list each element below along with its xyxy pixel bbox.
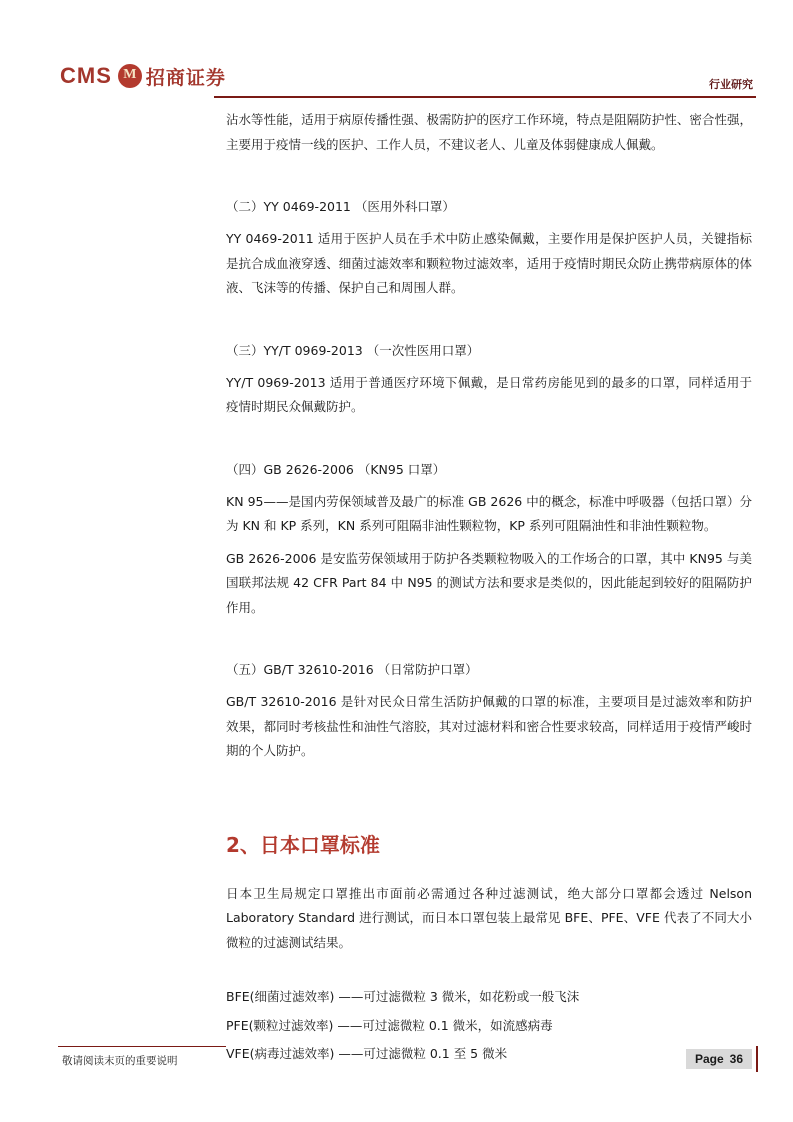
page-box-accent	[756, 1046, 758, 1072]
page-label: Page	[694, 1052, 724, 1066]
list-item-pfe: PFE(颗粒过滤效率) ——可过滤微粒 0.1 微米，如流感病毒	[226, 1017, 553, 1033]
paragraph-yy0469: YY 0469-2011 适用于医护人员在手术中防止感染佩戴，主要作用是保护医护人员，关键指标是抗合成血液穿透、细菌过滤效率和颗粒物过滤效率，适用于疫情时期民众防止携带病原体的体液、飞沫等的传播、保护自己和周围人群。	[226, 231, 752, 295]
page-body	[226, 108, 752, 1069]
disclaimer-note: 敬请阅读末页的重要说明	[62, 1055, 178, 1067]
paragraph-kn95: KN 95——是国内劳保领域普及最广的标准 GB 2626 中的概念，标准中呼吸器（包括口罩）分为 KN 和 KP 系列，KN 系列可阻隔非油性颗粒物，KP 系列可阻隔油性和非油性颗粒物。	[226, 493, 752, 533]
report-category: 行业研究	[709, 78, 753, 91]
heading-gb2626: （四）GB 2626-2006 （KN95 口罩）	[226, 461, 446, 477]
section-heading-japan: 2、日本口罩标准	[226, 832, 380, 857]
logo-seal-icon	[118, 64, 142, 88]
paragraph-gb2626: GB 2626-2006 是安监劳保领域用于防护各类颗粒物吸入的工作场合的口罩，其中 KN95 与美国联邦法规 42 CFR Part 84 中 N95 的测试方法和要求是类似的，因此能起到较好的阻隔防护作用。	[226, 550, 752, 615]
list-item-bfe: BFE(细菌过滤效率) ——可过滤微粒 3 微米，如花粉或一般飞沫	[226, 989, 580, 1004]
page-number-box	[686, 1049, 752, 1069]
logo-cms-text: CMS	[60, 63, 112, 88]
paragraph-gbt32610: GB/T 32610-2016 是针对民众日常生活防护佩戴的口罩的标准，主要项目是过滤效率和防护效果，都同时考核盐性和油性气溶胶，其对过滤材料和密合性要求较高，同样适用于疫情严峻时期的个人防护。	[226, 694, 752, 758]
logo-cn-text: 招商证券	[145, 66, 226, 89]
company-logo	[60, 62, 226, 90]
list-item-vfe: VFE(病毒过滤效率) ——可过滤微粒 0.1 至 5 微米	[226, 1046, 508, 1061]
heading-yy0469: （二）YY 0469-2011 （医用外科口罩）	[226, 199, 455, 214]
footer-divider	[58, 1046, 226, 1047]
header-divider	[214, 96, 756, 98]
page-number: 36	[729, 1052, 744, 1066]
heading-gbt32610: （五）GB/T 32610-2016 （日常防护口罩）	[226, 662, 478, 677]
paragraph-yyt0969: YY/T 0969-2013 适用于普通医疗环境下佩戴，是日常药房能见到的最多的口罩，同样适用于疫情时期民众佩戴防护。	[226, 374, 752, 414]
paragraph-japan: 日本卫生局规定口罩推出市面前必需通过各种过滤测试，绝大部分口罩都会透过 Nelson Laboratory Standard 进行测试，而日本口罩包装上最常见 BFE、PFE、VFE 代表了不同大小微粒的过滤测试结果。	[226, 885, 752, 950]
paragraph-intro: 沾水等性能，适用于病原传播性强、极需防护的医疗工作环境，特点是阻隔防护性、密合性强，主要用于疫情一线的医护、工作人员，不建议老人、儿童及体弱健康成人佩戴。	[226, 112, 752, 152]
heading-yyt0969: （三）YY/T 0969-2013 （一次性医用口罩）	[226, 342, 480, 358]
